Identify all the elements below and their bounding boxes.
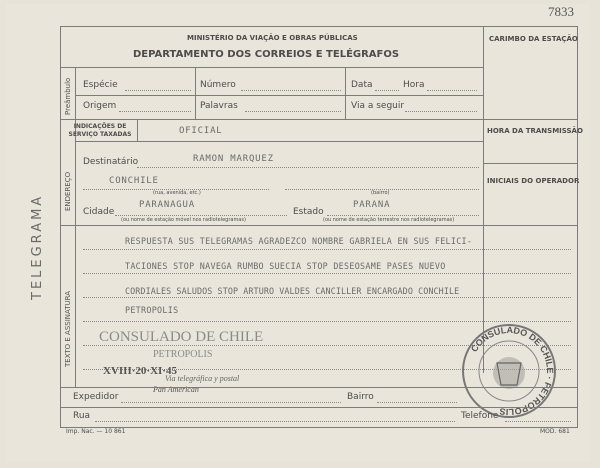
printer-imprint: Imp. Nac. — 10 861 bbox=[66, 428, 126, 435]
bairro-label: Bairro bbox=[347, 392, 374, 402]
palavras-field bbox=[245, 111, 341, 112]
left-label-column bbox=[75, 67, 76, 387]
via-label: Via a seguir bbox=[351, 101, 405, 111]
message-line-2: TACIONES STOP NAVEGA RUMBO SUECIA STOP DESEOSAME PASES NUEVO bbox=[125, 261, 446, 271]
numero-label: Número bbox=[200, 80, 236, 90]
address-bottom-line bbox=[61, 225, 577, 226]
destinatario-value: RAMON MARQUEZ bbox=[193, 154, 274, 164]
preamble-bottom-line bbox=[61, 119, 577, 120]
preamble-side-label: Preâmbulo bbox=[64, 77, 72, 115]
expedidor-field bbox=[121, 402, 341, 403]
street-hint: (rua, avenida, etc.) bbox=[153, 190, 201, 196]
transmission-time-label: HORA DA TRANSMISSÃO bbox=[487, 127, 583, 135]
via-field bbox=[405, 111, 477, 112]
operator-initials-label: INICIAIS DO OPERADOR bbox=[487, 177, 580, 185]
estado-label: Estado bbox=[293, 207, 324, 217]
message-rule-4 bbox=[83, 321, 571, 322]
postal-route-stamp: Via telegráfica y postal bbox=[165, 374, 240, 383]
message-rule-3 bbox=[83, 297, 571, 298]
message-line-3: CORDIALES SALUDOS STOP ARTURO VALDES CANCILLER ENCARGADO CONCHILE bbox=[125, 286, 460, 296]
consulate-seal bbox=[461, 323, 557, 419]
state-hint: (ou nome de estação terrestre nos radiotelegramas) bbox=[323, 217, 455, 223]
cidade-value: PARANAGUA bbox=[139, 200, 195, 210]
service-bottom-line bbox=[75, 141, 483, 142]
message-line-1: RESPUESTA SUS TELEGRAMAS AGRADEZCO NOMBRE GABRIELA EN SUS FELICI- bbox=[125, 236, 473, 246]
preamble-mid-line bbox=[75, 95, 483, 96]
document-number: 7833 bbox=[548, 4, 574, 19]
especie-field bbox=[125, 90, 191, 91]
palavras-label: Palavras bbox=[200, 101, 238, 111]
estado-field bbox=[327, 215, 479, 216]
message-line-4: PETROPOLIS bbox=[125, 305, 179, 315]
expedidor-label: Expedidor bbox=[73, 392, 119, 402]
telegram-side-title: TELEGRAMA bbox=[30, 193, 45, 300]
service-label: INDICAÇÕES DE SERVIÇO TAXADAS bbox=[68, 123, 132, 138]
telegram-form bbox=[60, 26, 583, 428]
telegram-form-sheet bbox=[6, 4, 590, 462]
department-title: DEPARTAMENTO DOS CORREIOS E TELÉGRAFOS bbox=[133, 49, 400, 60]
telefone-label: Telefone bbox=[461, 411, 499, 421]
rua-field bbox=[95, 421, 455, 422]
service-value: OFICIAL bbox=[179, 126, 223, 136]
address-line2-value: CONCHILE bbox=[109, 176, 159, 186]
city-hint: (ou nome de estação móvel nos radiotelegramas) bbox=[121, 217, 246, 223]
text-signature-side-label: TEXTO E ASSINATURA bbox=[64, 290, 72, 367]
origem-field bbox=[119, 111, 191, 112]
message-bottom-line bbox=[61, 387, 577, 388]
estado-value: PARANA bbox=[353, 200, 391, 210]
origem-label: Origem bbox=[83, 101, 117, 111]
footer-mid-line bbox=[61, 407, 577, 408]
preamble-top-line bbox=[61, 67, 483, 68]
data-field bbox=[375, 90, 399, 91]
consulate-stamp-line1: CONSULADO DE CHILE bbox=[99, 329, 264, 345]
message-rule-1 bbox=[83, 249, 571, 250]
numero-field bbox=[241, 90, 341, 91]
bairro-footer-field bbox=[377, 402, 457, 403]
transmission-line bbox=[483, 163, 577, 164]
cidade-field bbox=[115, 215, 287, 216]
telefone-field bbox=[505, 421, 571, 422]
consulate-stamp-line2: PETROPOLIS bbox=[153, 349, 213, 360]
address-side-label: ENDEREÇO bbox=[64, 171, 72, 211]
cidade-label: Cidade bbox=[83, 207, 115, 217]
seal-icon bbox=[461, 323, 557, 419]
destinatario-label: Destinatário bbox=[83, 157, 139, 167]
hora-field bbox=[427, 90, 477, 91]
data-label: Data bbox=[351, 80, 373, 90]
destinatario-field bbox=[137, 167, 479, 168]
ministry-title: MINISTÉRIO DA VIAÇÃO E OBRAS PÚBLICAS bbox=[187, 34, 358, 42]
hora-label: Hora bbox=[403, 80, 425, 90]
panamerican-stamp: Pan American bbox=[153, 385, 199, 394]
stamp-box-label: CARIMBO DA ESTAÇÃO bbox=[489, 35, 578, 43]
form-model-number: MOD. 681 bbox=[540, 428, 570, 435]
preamble-divider-2 bbox=[345, 67, 346, 119]
date-stamp: XVIII·20·XI·45 bbox=[103, 365, 177, 377]
seal-text: CONSULADO DE CHILE · PETROPOLIS bbox=[468, 324, 556, 418]
rua-label: Rua bbox=[73, 411, 91, 421]
message-rule-2 bbox=[83, 273, 571, 274]
especie-label: Espécie bbox=[83, 80, 118, 90]
service-label-divider bbox=[137, 119, 138, 141]
bairro-hint: (bairro) bbox=[371, 190, 390, 196]
preamble-divider-1 bbox=[195, 67, 196, 119]
